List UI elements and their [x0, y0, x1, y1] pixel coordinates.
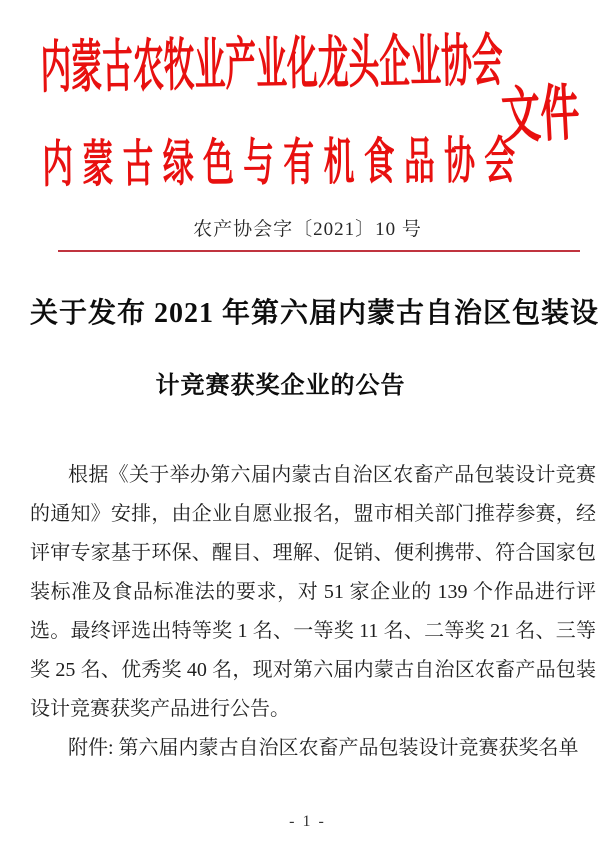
- notice-title-line2: 计竞赛获奖企业的公告: [155, 373, 406, 399]
- notice-body: [30, 456, 596, 768]
- body-line: 装标准及食品标准法的要求，对 51 家企业的 139 个作品进行评: [30, 581, 596, 603]
- body-line: 根据《关于举办第六届内蒙古自治区农畜产品包装设计竞赛: [68, 464, 596, 486]
- letterhead-org-line2: 内蒙古绿色与有机食品协会: [41, 132, 525, 193]
- body-line: 设计竞赛获奖产品进行公告。: [30, 698, 290, 720]
- red-divider-line: [58, 250, 580, 252]
- document-number: 农产协会字〔2021〕10 号: [193, 219, 422, 240]
- attachment-line: 附件: 第六届内蒙古自治区农畜产品包装设计竞赛获奖名单: [68, 737, 579, 759]
- page-number: - 1 -: [289, 813, 326, 830]
- notice-title-line1: 关于发布 2021 年第六届内蒙古自治区包装设: [30, 298, 600, 329]
- body-line: 选。最终评选出特等奖 1 名、一等奖 11 名、二等奖 21 名、三等: [30, 620, 596, 642]
- letterhead-document-word: 文件: [499, 80, 582, 152]
- letterhead-org-line1: 内蒙古农牧业产业化龙头企业协会: [39, 29, 504, 100]
- body-line: 的通知》安排，由企业自愿业报名，盟市相关部门推荐参赛，经: [30, 503, 596, 525]
- body-line: 评审专家基于环保、醒目、理解、促销、便利携带、符合国家包: [30, 542, 596, 564]
- body-line: 奖 25 名、优秀奖 40 名，现对第六届内蒙古自治区农畜产品包装: [30, 659, 596, 681]
- notice-title: [30, 296, 600, 401]
